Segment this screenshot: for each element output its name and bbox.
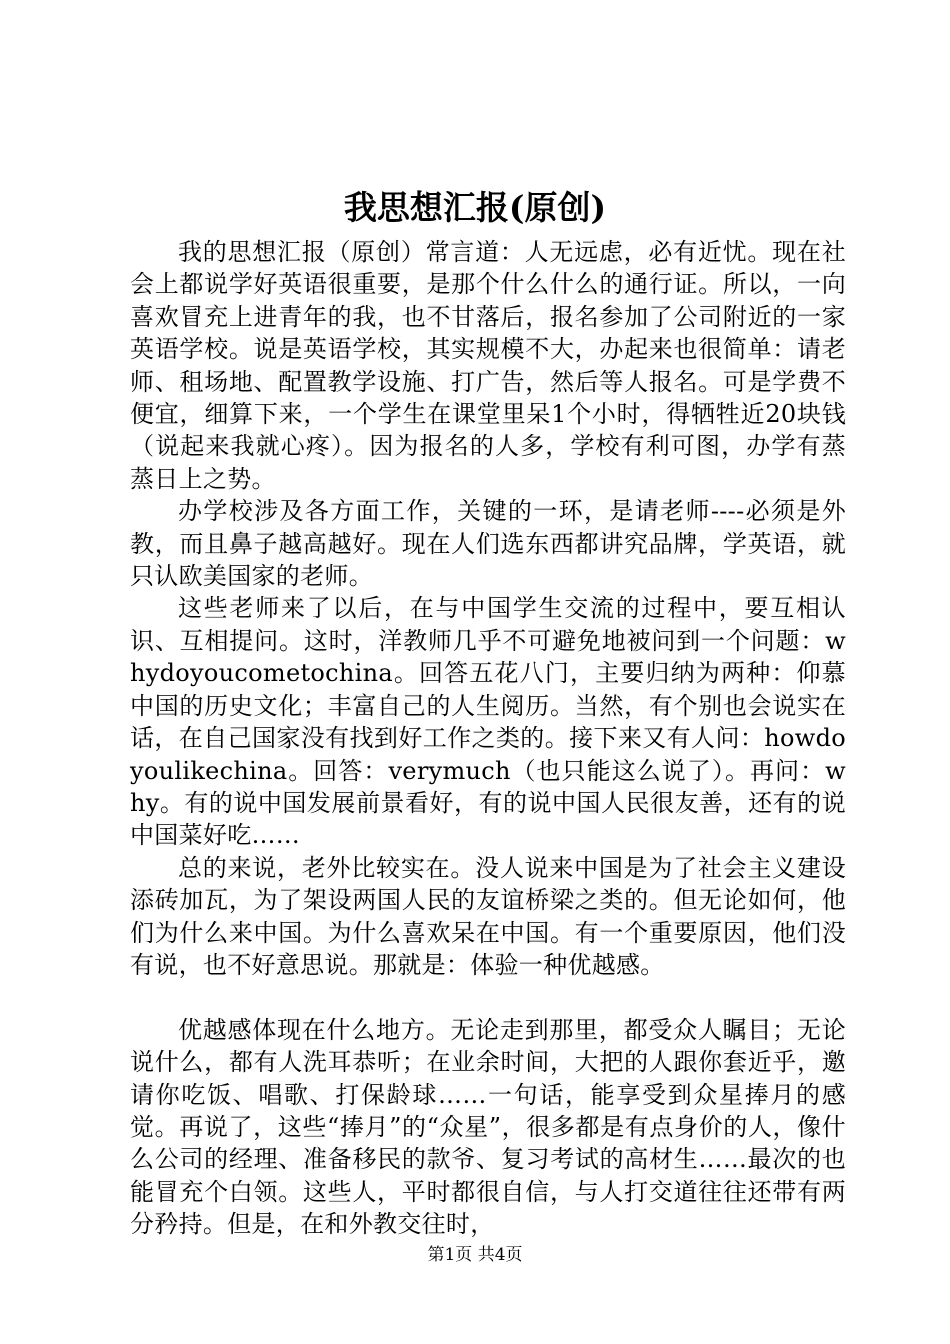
paragraph-3: 这些老师来了以后，在与中国学生交流的过程中，要互相认识、互相提问。这时，洋教师几乎不可避免地被问到一个问题：whydoyoucometochina。回答五花八门，主要归纳为两种：仰慕中国的历史文化；丰富自己的人生阅历。当然，有个别也会说实在话，在自己国家没有找到好工作之类的。接下来又有人问：howdoyoulikechina。回答：verymuch（也只能这么说了）。再问：why。有的说中国发展前景看好，有的说中国人民很友善，还有的说中国菜好吃…… — [130, 594, 846, 850]
paragraph-2: 办学校涉及各方面工作，关键的一环，是请老师----必须是外教，而且鼻子越高越好。现在人们选东西都讲究品牌，学英语，就只认欧美国家的老师。 — [130, 497, 846, 591]
paragraph-4: 总的来说，老外比较实在。没人说来中国是为了社会主义建设添砖加瓦，为了架设两国人民的友谊桥梁之类的。但无论如何，他们为什么来中国。为什么喜欢呆在中国。有一个重要原因，他们没有说，也不好意思说。那就是：体验一种优越感。 — [130, 853, 846, 979]
document-body — [130, 236, 846, 1241]
paragraph-1: 我的思想汇报（原创）常言道：人无远虑，必有近忧。现在社会上都说学好英语很重要，是那个什么什么的通行证。所以，一向喜欢冒充上进青年的我，也不甘落后，报名参加了公司附近的一家英语学校。说是英语学校，其实规模不大，办起来也很简单：请老师、租场地、配置教学设施、打广告，然后等人报名。可是学费不便宜，细算下来，一个学生在课堂里呆1个小时，得牺牲近20块钱（说起来我就心疼）。因为报名的人多，学校有利可图，办学有蒸蒸日上之势。 — [130, 238, 846, 493]
page-footer: 第1页 共4页 — [427, 1245, 523, 1265]
paragraph-5: 优越感体现在什么地方。无论走到那里，都受众人瞩目；无论说什么，都有人洗耳恭听；在业余时间，大把的人跟你套近乎，邀请你吃饭、唱歌、打保龄球……一句话，能享受到众星捧月的感觉。再说了，这些“捧月”的“众星”，很多都是有点身价的人，像什么公司的经理、准备移民的款爷、复习考试的高材生……最次的也能冒充个白领。这些人，平时都很自信，与人打交道往往还带有两分矜持。但是，在和外教交往时， — [130, 1015, 846, 1239]
document-title: 我思想汇报(原创) — [343, 188, 607, 227]
